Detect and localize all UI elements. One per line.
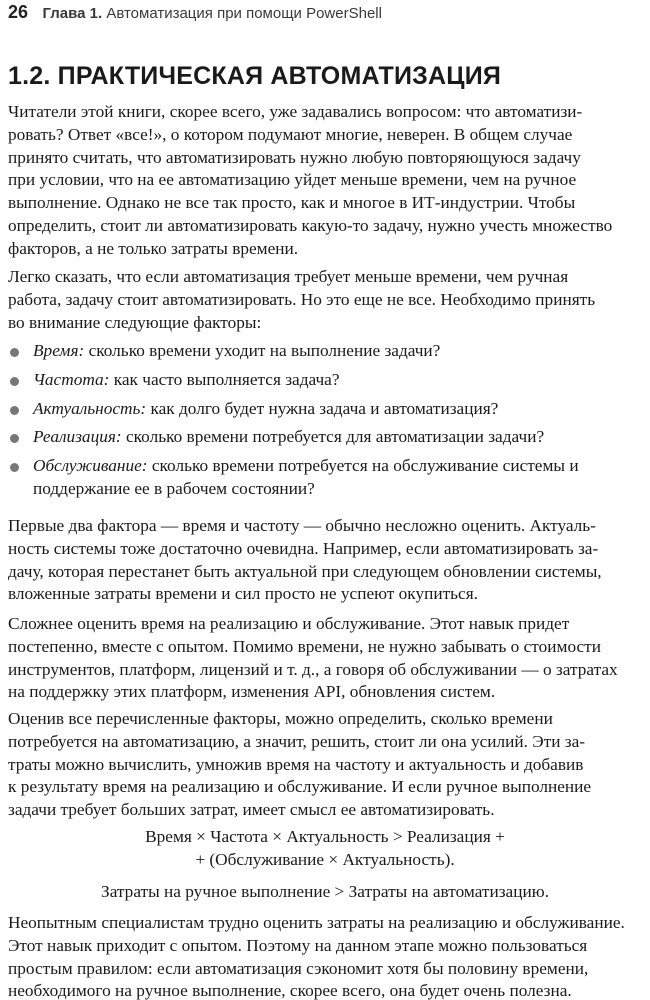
list-item — [8, 426, 642, 449]
text-line: простым правилом: если автоматизация сэкономит хотя бы половину времени, — [8, 958, 589, 978]
factor-description: сколько времени потребуется на обслуживание системы и поддержание ее в рабочем состоянии? — [33, 456, 579, 498]
running-header — [8, 2, 382, 23]
text-line: Читатели этой книги, скорее всего, уже задавались вопросом: что автоматизи- — [8, 102, 583, 121]
formula-line-2: + (Обслуживание × Актуальность). — [195, 850, 455, 869]
bullet-icon — [10, 406, 19, 415]
factor-description: как часто выполняется задача? — [109, 369, 340, 389]
factor-description: как долго будет нужна задача и автоматизация? — [146, 398, 499, 418]
factor-description: сколько времени уходит на выполнение задачи? — [84, 341, 441, 360]
factor-term: Время: — [33, 341, 85, 360]
paragraph-implementation — [8, 613, 642, 704]
text-line: выполнение. Однако не все так просто, как и многое в ИТ-индустрии. Чтобы — [8, 193, 576, 213]
list-item — [8, 340, 642, 363]
formula-line-3: Затраты на ручное выполнение > Затраты на автоматизацию. — [101, 882, 549, 901]
chapter-title: Автоматизация при помощи PowerShell — [106, 5, 382, 22]
factors-list — [8, 340, 642, 507]
text-line: определить, стоит ли автоматизировать какую-то задачу, нужно учесть множество — [8, 215, 613, 235]
factor-term: Частота: — [33, 369, 110, 389]
formula-line-1: Время × Частота × Актуальность > Реализация + — [145, 827, 505, 846]
text-line: траты можно вычислить, умножив время на частоту и актуальность и добавив — [8, 754, 584, 774]
bullet-icon — [10, 348, 19, 357]
text-line: дачу, которая перестанет быть актуальной при следующем обновлении системы, — [8, 561, 602, 581]
text-line: Оценив все перечисленные факторы, можно определить, сколько времени — [8, 709, 553, 728]
text-line: ровать? Ответ «все!», о котором подумают многие, неверен. В общем случае — [8, 124, 573, 144]
paragraph-calculation — [8, 708, 642, 822]
bullet-icon — [10, 377, 19, 386]
paragraph-factors-intro — [8, 266, 642, 334]
paragraph-intro — [8, 101, 642, 261]
text-line: работа, задачу стоит автоматизировать. Но это еще не все. Необходимо принять — [8, 289, 596, 309]
section-title: 1.2. ПРАКТИЧЕСКАЯ АВТОМАТИЗАЦИЯ — [8, 62, 502, 90]
text-line: Легко сказать, что если автоматизация требует меньше времени, чем ручная — [8, 267, 569, 286]
page-number: 26 — [8, 2, 29, 22]
factor-term: Обслуживание: — [33, 456, 148, 476]
bullet-icon — [10, 463, 19, 472]
text-line: Неопытным специалистам трудно оценить затраты на реализацию и обслуживание. — [8, 913, 625, 932]
list-item — [8, 398, 642, 421]
text-line: ность системы тоже достаточно очевидна. Например, если автоматизировать за- — [8, 538, 599, 558]
bullet-icon — [10, 434, 19, 443]
text-line: при условии, что на ее автоматизацию уйдет меньше времени, чем на ручное — [8, 170, 577, 190]
text-line: инструментов, платформ, лицензий и т. д., а говоря об обслуживании — о затратах — [8, 659, 618, 679]
text-line: Сложнее оценить время на реализацию и обслуживание. Этот навык придет — [8, 614, 570, 633]
factor-description: сколько времени потребуется для автоматизации задачи? — [121, 427, 545, 447]
text-line: потребуется на автоматизацию, а значит, решить, стоит ли она усилий. Эти за- — [8, 731, 586, 751]
factor-term: Реализация: — [33, 427, 122, 447]
text-line: факторов, а не только затраты времени. — [8, 238, 299, 258]
text-line: во внимание следующие факторы: — [8, 312, 262, 332]
text-line: необходимого на ручное выполнение, скорее всего, она будет очень полезна. — [8, 981, 572, 1000]
text-line: принято считать, что автоматизировать нужно любую повторяющуюся задачу — [8, 147, 581, 167]
text-line: Первые два фактора — время и частоту — обычно несложно оценить. Актуаль- — [8, 516, 596, 535]
text-line: постепенно, вместе с опытом. Помимо времени, не нужно забывать о стоимости — [8, 636, 601, 656]
list-item — [8, 455, 642, 501]
chapter-label: Глава 1. — [42, 5, 103, 22]
text-line: к результату время на реализацию и обслуживание. И если ручное выполнение — [8, 777, 592, 797]
chapter-reference — [42, 5, 381, 22]
text-line: задачи требует больших затрат, имеет смысл ее автоматизировать. — [8, 800, 495, 820]
text-line: на поддержку этих платформ, изменения API, обновления систем. — [8, 682, 496, 702]
paragraph-rule-of-thumb — [8, 912, 642, 1000]
list-item — [8, 369, 642, 392]
paragraph-estimation — [8, 515, 642, 606]
text-line: вложенные затраты времени и сил просто не успеют окупиться. — [8, 584, 478, 604]
text-line: Этот навык приходит с опытом. Поэтому на данном этапе можно пользоваться — [8, 935, 588, 955]
factor-term: Актуальность: — [33, 398, 147, 418]
